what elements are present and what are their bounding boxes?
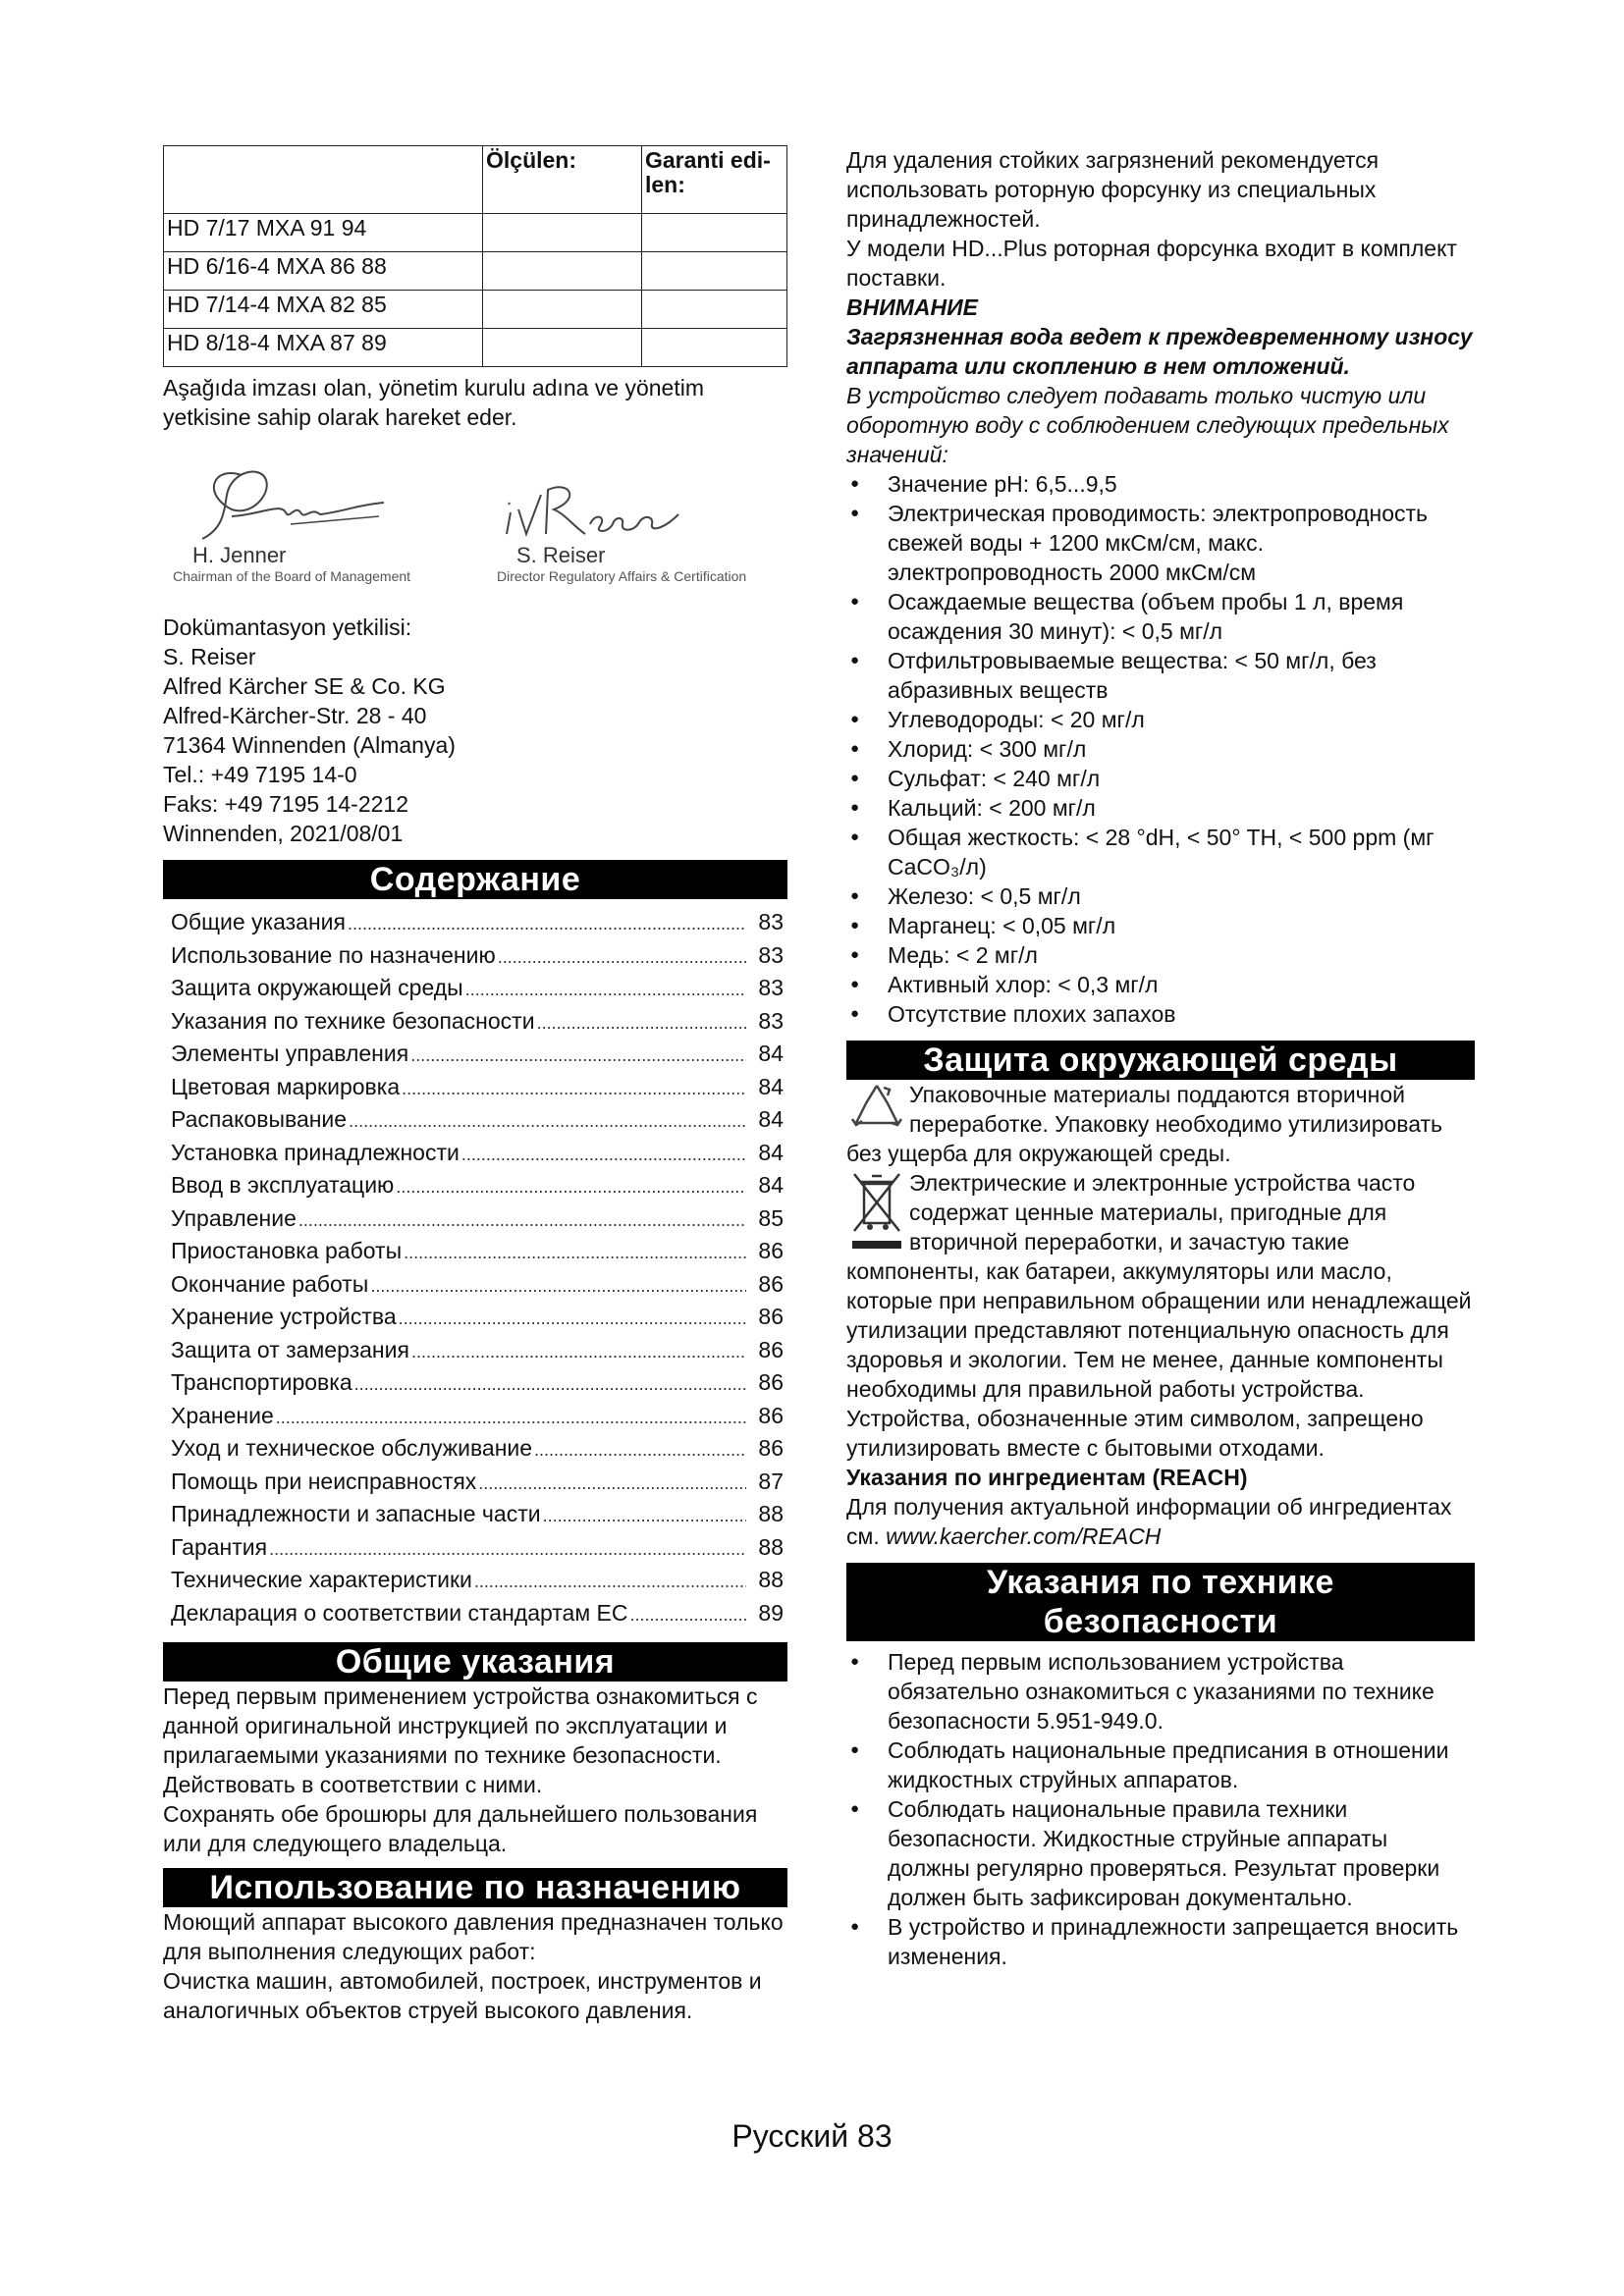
toc-item[interactable] bbox=[163, 1532, 787, 1566]
list-item: ● Марганец: < 0,05 мг/л bbox=[846, 911, 1475, 940]
water-limits-list bbox=[846, 469, 1475, 1029]
warning-text: Загрязненная вода ведет к преждевременному износу аппарата или скоплению в нем отложений. bbox=[846, 324, 1473, 379]
list-item: ● Общая жесткость: < 28 °dH, < 50° TH, < 500 ppm (мг CaCO₃/л) bbox=[846, 823, 1475, 881]
table-header-cell bbox=[164, 146, 483, 214]
crossed-bin-icon bbox=[846, 1168, 907, 1256]
left-column bbox=[163, 145, 787, 2025]
empty-cell bbox=[642, 252, 787, 291]
toc-item[interactable] bbox=[163, 1170, 787, 1203]
toc-item-title: Окончание работы bbox=[171, 1270, 369, 1297]
toc-leader-dots bbox=[399, 1304, 746, 1333]
toc-leader-dots bbox=[348, 909, 746, 938]
general-paragraph: Перед первым применением устройства ознакомиться с данной оригинальной инструкцией по эксплуатации и прилагаемыми указаниями по технике безопасности. Действовать в соответствии с ними. bbox=[163, 1683, 758, 1797]
recycle-icon bbox=[846, 1080, 907, 1139]
toc-item[interactable] bbox=[163, 973, 787, 1006]
table-header-guaranteed: Garanti edi- len: bbox=[642, 146, 787, 214]
toc-item-page: 86 bbox=[758, 1238, 784, 1263]
reach-paragraph bbox=[846, 1492, 1475, 1551]
general-heading: Общие указания bbox=[163, 1642, 787, 1682]
doc-line: Alfred Kärcher SE & Co. KG bbox=[163, 673, 446, 699]
toc-leader-dots bbox=[630, 1600, 747, 1629]
toc-leader-dots bbox=[269, 1534, 746, 1564]
toc-leader-dots bbox=[396, 1172, 746, 1201]
doc-line: Winnenden, 2021/08/01 bbox=[163, 821, 404, 846]
signer-name: H. Jenner bbox=[192, 543, 287, 567]
toc-item-page: 88 bbox=[758, 1567, 784, 1592]
water-intro: В устройство следует подавать только чистую или оборотную воду с соблюдением следующих предельных значений: bbox=[846, 383, 1449, 467]
toc-leader-dots bbox=[404, 1238, 746, 1267]
toc-item-title: Уход и техническое обслуживание bbox=[171, 1435, 533, 1461]
empty-cell bbox=[483, 329, 642, 367]
doc-line: S. Reiser bbox=[163, 644, 256, 669]
toc-item-page: 86 bbox=[758, 1336, 784, 1362]
table-row bbox=[164, 291, 787, 329]
toc-item-title: Принадлежности и запасные части bbox=[171, 1501, 541, 1526]
toc-leader-dots bbox=[411, 1337, 746, 1366]
toc-item[interactable] bbox=[163, 940, 787, 974]
reach-title: Указания по ингредиентам (REACH) bbox=[846, 1465, 1248, 1490]
toc-item[interactable] bbox=[163, 1499, 787, 1532]
toc-item-page: 85 bbox=[758, 1204, 784, 1231]
list-item: ● Значение pH: 6,5...9,5 bbox=[846, 469, 1475, 499]
toc-item[interactable] bbox=[163, 1039, 787, 1072]
toc-item-page: 83 bbox=[758, 909, 784, 934]
toc-item-page: 88 bbox=[758, 1501, 784, 1526]
toc-item-title: Помощь при неисправностях bbox=[171, 1468, 477, 1494]
recycle-notice bbox=[846, 1080, 1475, 1168]
toc-item[interactable] bbox=[163, 1236, 787, 1269]
toc-item[interactable] bbox=[163, 1335, 787, 1368]
page-footer: Русский 83 bbox=[731, 2118, 893, 2154]
toc-item[interactable] bbox=[163, 1104, 787, 1138]
safety-list bbox=[846, 1647, 1475, 1971]
toc-leader-dots bbox=[474, 1567, 746, 1596]
plus-model-paragraph: У модели HD...Plus роторная форсунка входит в комплект поставки. bbox=[846, 236, 1457, 291]
reach-text: Для получения актуальной информации об ингредиентах см. bbox=[846, 1494, 1452, 1549]
toc-item-title: Элементы управления bbox=[171, 1041, 409, 1066]
toc-item-title: Транспортировка bbox=[171, 1369, 352, 1395]
toc-item-title: Технические характеристики bbox=[171, 1567, 472, 1592]
list-item: ● Перед первым использованием устройства обязательно ознакомиться с указаниями по технике безопасности 5.951-949.0. bbox=[846, 1647, 1475, 1735]
signer-role: Director Regulatory Affairs & Certification bbox=[497, 568, 747, 584]
toc-leader-dots bbox=[498, 942, 746, 972]
toc-item-title: Защита от замерзания bbox=[171, 1336, 409, 1362]
empty-cell bbox=[642, 329, 787, 367]
toc-item[interactable] bbox=[163, 1367, 787, 1401]
attention-label: ВНИМАНИЕ bbox=[846, 294, 979, 320]
toc-leader-dots bbox=[543, 1501, 746, 1530]
toc-item-page: 83 bbox=[758, 975, 784, 1000]
toc-item-page: 86 bbox=[758, 1435, 784, 1461]
signatory-text: Aşağıda imzası olan, yönetim kurulu adına ve yönetim yetkisine sahip olarak hareket eder. bbox=[163, 375, 705, 430]
table-row bbox=[164, 329, 787, 367]
documentation-contact bbox=[163, 613, 787, 848]
list-item: ● Отфильтровываемые вещества: < 50 мг/л, без абразивных веществ bbox=[846, 646, 1475, 705]
toc-heading: Содержание bbox=[163, 860, 787, 899]
empty-cell bbox=[642, 214, 787, 252]
toc-item-title: Гарантия bbox=[171, 1533, 268, 1560]
toc-item[interactable] bbox=[163, 1203, 787, 1237]
list-item: ● Медь: < 2 мг/л bbox=[846, 940, 1475, 970]
list-item: ● Углеводороды: < 20 мг/л bbox=[846, 705, 1475, 734]
toc-item[interactable] bbox=[163, 1565, 787, 1598]
toc-item[interactable] bbox=[163, 1072, 787, 1105]
toc-item[interactable] bbox=[163, 1598, 787, 1631]
toc-item-title: Декларация о соответствии стандартам ЕС bbox=[171, 1599, 628, 1626]
toc-item[interactable] bbox=[163, 1302, 787, 1335]
list-item: ● Железо: < 0,5 мг/л bbox=[846, 881, 1475, 911]
toc-item-title: Распаковывание bbox=[171, 1106, 348, 1132]
list-item: ● Активный хлор: < 0,3 мг/л bbox=[846, 970, 1475, 999]
toc-item-page: 86 bbox=[758, 1402, 784, 1428]
toc-leader-dots bbox=[298, 1205, 746, 1235]
model-cell: HD 7/17 MXA 91 94 bbox=[164, 214, 483, 252]
signatures bbox=[163, 455, 787, 603]
signature-reiser bbox=[497, 455, 746, 585]
signer-name: S. Reiser bbox=[516, 543, 606, 567]
signature-jenner bbox=[173, 455, 410, 585]
toc-item-title: Хранение bbox=[171, 1402, 274, 1428]
toc-leader-dots bbox=[402, 1074, 746, 1103]
toc-item-page: 87 bbox=[758, 1468, 784, 1494]
toc-item-title: Общие указания bbox=[171, 909, 346, 934]
empty-cell bbox=[483, 214, 642, 252]
usage-paragraph: Очистка машин, автомобилей, построек, инструментов и аналогичных объектов струей высокого давления. bbox=[163, 1968, 762, 2023]
toc-item-page: 86 bbox=[758, 1369, 784, 1395]
toc-item[interactable] bbox=[163, 1433, 787, 1467]
handwritten-signature-icon bbox=[173, 455, 408, 544]
safety-heading: Указания по технике безопасности bbox=[846, 1563, 1475, 1641]
signer-role: Chairman of the Board of Management bbox=[173, 568, 411, 584]
toc-leader-dots bbox=[276, 1403, 746, 1432]
table-of-contents bbox=[163, 907, 787, 1630]
handwritten-signature-icon bbox=[497, 455, 693, 544]
toc-item-title: Цветовая маркировка bbox=[171, 1073, 401, 1099]
toc-leader-dots bbox=[349, 1106, 746, 1136]
list-item: ● Соблюдать национальные предписания в отношении жидкостных струйных аппаратов. bbox=[846, 1735, 1475, 1794]
table-row bbox=[164, 214, 787, 252]
environment-heading: Защита окружающей среды bbox=[846, 1041, 1475, 1080]
toc-item[interactable] bbox=[163, 1467, 787, 1500]
toc-item-page: 83 bbox=[758, 1007, 784, 1034]
noise-measurement-table bbox=[163, 145, 787, 367]
recycle-text: Упаковочные материалы поддаются вторичной переработке. Упаковку необходимо утилизировать без ущерба для окружающей среды. bbox=[846, 1082, 1443, 1166]
toc-item-title: Управление bbox=[171, 1204, 297, 1231]
toc-item-title: Защита окружающей среды bbox=[171, 975, 463, 1000]
empty-cell bbox=[483, 291, 642, 329]
empty-cell bbox=[642, 291, 787, 329]
toc-item-page: 88 bbox=[758, 1533, 784, 1560]
toc-item-title: Приостановка работы bbox=[171, 1238, 403, 1263]
general-paragraph: Сохранять обе брошюры для дальнейшего пользования или для следующего владельца. bbox=[163, 1801, 758, 1856]
toc-item-page: 84 bbox=[758, 1073, 784, 1099]
toc-leader-dots bbox=[537, 1008, 746, 1038]
toc-item[interactable] bbox=[163, 1401, 787, 1434]
weee-notice bbox=[846, 1168, 1475, 1463]
toc-leader-dots bbox=[370, 1271, 746, 1301]
table-header-measured: Ölçülen: bbox=[483, 146, 642, 214]
toc-leader-dots bbox=[410, 1041, 746, 1070]
toc-leader-dots bbox=[461, 1140, 746, 1169]
list-item: ● Сульфат: < 240 мг/л bbox=[846, 764, 1475, 793]
toc-leader-dots bbox=[465, 975, 746, 1004]
toc-item-page: 86 bbox=[758, 1270, 784, 1297]
model-cell: HD 8/18-4 MXA 87 89 bbox=[164, 329, 483, 367]
usage-paragraph: Моющий аппарат высокого давления предназначен только для выполнения следующих работ: bbox=[163, 1909, 784, 1964]
weee-text: Электрические и электронные устройства часто содержат ценные материалы, пригодные для вторичной переработки, и зачастую такие компоненты, как батареи, аккумуляторы или масло, которые при неправильном обращении или ненадлежащей утилизации представляют потенциальную опасность для здоровья и экологии. Тем не менее, данные компоненты необходимы для правильной работы устройства. Устройства, обозначенные этим символом, запрещено утилизировать вместе с бытовыми отходами. bbox=[846, 1170, 1472, 1461]
list-item: ● Соблюдать национальные правила техники безопасности. Жидкостные струйные аппараты должны регулярно проверяться. Результат проверки должен быть зафиксирован документально. bbox=[846, 1794, 1475, 1912]
list-item: ● Электрическая проводимость: электропроводность свежей воды + 1200 мкСм/см, макс. электропроводность 2000 мкСм/см bbox=[846, 499, 1475, 587]
list-item: ● В устройство и принадлежности запрещается вносить изменения. bbox=[846, 1912, 1475, 1971]
toc-item-title: Хранение устройства bbox=[171, 1304, 397, 1329]
toc-item[interactable] bbox=[163, 907, 787, 940]
toc-item-title: Ввод в эксплуатацию bbox=[171, 1172, 395, 1198]
toc-item-page: 84 bbox=[758, 1106, 784, 1132]
toc-item-page: 84 bbox=[758, 1172, 784, 1198]
reach-link[interactable]: www.kaercher.com/REACH bbox=[886, 1523, 1162, 1549]
toc-item-title: Указания по технике безопасности bbox=[171, 1007, 535, 1034]
model-cell: HD 6/16-4 MXA 86 88 bbox=[164, 252, 483, 291]
right-column bbox=[846, 145, 1475, 1971]
toc-item-title: Установка принадлежности bbox=[171, 1139, 460, 1165]
nozzle-paragraph: Для удаления стойких загрязнений рекомендуется использовать роторную форсунку из специальных принадлежностей. bbox=[846, 147, 1380, 232]
doc-line: Tel.: +49 7195 14-0 bbox=[163, 762, 357, 787]
table-header-row bbox=[164, 146, 787, 214]
toc-leader-dots bbox=[534, 1435, 746, 1465]
doc-line: Faks: +49 7195 14-2212 bbox=[163, 791, 408, 817]
list-item: ● Осаждаемые вещества (объем пробы 1 л, время осаждения 30 минут): < 0,5 мг/л bbox=[846, 587, 1475, 646]
toc-item[interactable] bbox=[163, 1138, 787, 1171]
doc-line: Alfred-Kärcher-Str. 28 - 40 bbox=[163, 703, 427, 728]
toc-item-page: 84 bbox=[758, 1041, 784, 1066]
toc-item-title: Использование по назначению bbox=[171, 941, 496, 968]
toc-item[interactable] bbox=[163, 1006, 787, 1040]
doc-line: 71364 Winnenden (Almanya) bbox=[163, 732, 456, 758]
toc-item-page: 86 bbox=[758, 1304, 784, 1329]
model-cell: HD 7/14-4 MXA 82 85 bbox=[164, 291, 483, 329]
usage-heading: Использование по назначению bbox=[163, 1868, 787, 1907]
doc-line: Dokümantasyon yetkilisi: bbox=[163, 614, 412, 640]
toc-item-page: 84 bbox=[758, 1139, 784, 1165]
table-row bbox=[164, 252, 787, 291]
list-item: ● Кальций: < 200 мг/л bbox=[846, 793, 1475, 823]
toc-leader-dots bbox=[354, 1369, 746, 1399]
empty-cell bbox=[483, 252, 642, 291]
toc-item-page: 89 bbox=[758, 1599, 784, 1626]
toc-leader-dots bbox=[478, 1468, 746, 1498]
toc-item[interactable] bbox=[163, 1269, 787, 1303]
list-item: ● Хлорид: < 300 мг/л bbox=[846, 734, 1475, 764]
list-item: ● Отсутствие плохих запахов bbox=[846, 999, 1475, 1029]
toc-item-page: 83 bbox=[758, 941, 784, 968]
